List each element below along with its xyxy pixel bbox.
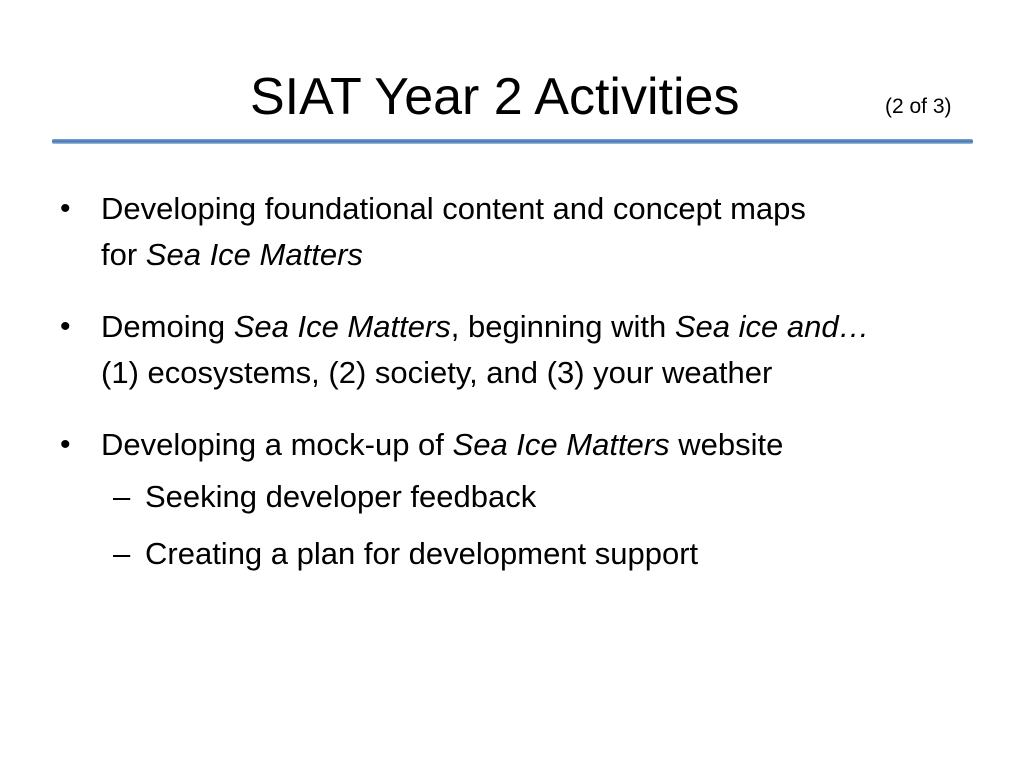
sub-bullet-text: Seeking developer feedback [145, 479, 537, 514]
bullet-text-segment: website [669, 427, 784, 462]
bullet-list [60, 186, 990, 603]
bullet-text-segment: Demoing [101, 309, 234, 344]
bullet-marker: • [60, 310, 71, 343]
bullet-text [101, 309, 870, 390]
bullet-marker: • [60, 428, 71, 461]
bullet-text [101, 427, 783, 462]
sub-bullet-marker: – [113, 479, 131, 514]
bullet-text [101, 191, 806, 272]
bullet-italic-title: Sea Ice Matters [145, 237, 363, 272]
bullet-text-segment: Developing foundational content and concept maps [101, 191, 806, 226]
slide-title: SIAT Year 2 Activities [250, 68, 740, 126]
bullet-text-segment: (1) ecosystems, (2) society, and (3) your weather [101, 355, 773, 390]
page-indicator: (2 of 3) [885, 95, 952, 118]
sub-bullet-item-1 [101, 474, 990, 520]
bullet-text-segment: , beginning with [450, 309, 675, 344]
sub-bullet-text: Creating a plan for development support [145, 536, 699, 571]
sub-bullet-marker: – [113, 536, 131, 571]
bullet-item-3 [60, 422, 990, 577]
bullet-item-2 [60, 304, 990, 396]
bullet-marker: • [60, 192, 71, 225]
bullet-item-1 [60, 186, 990, 278]
sub-bullet-list [101, 474, 990, 577]
bullet-italic-title: Sea Ice Matters [452, 427, 670, 462]
bullet-italic-phrase: Sea ice and… [674, 309, 870, 344]
sub-bullet-item-2 [101, 531, 990, 577]
title-divider [52, 139, 973, 144]
bullet-italic-title: Sea Ice Matters [233, 309, 451, 344]
bullet-text-segment: Developing a mock-up of [101, 427, 453, 462]
bullet-text-segment: for [101, 237, 146, 272]
